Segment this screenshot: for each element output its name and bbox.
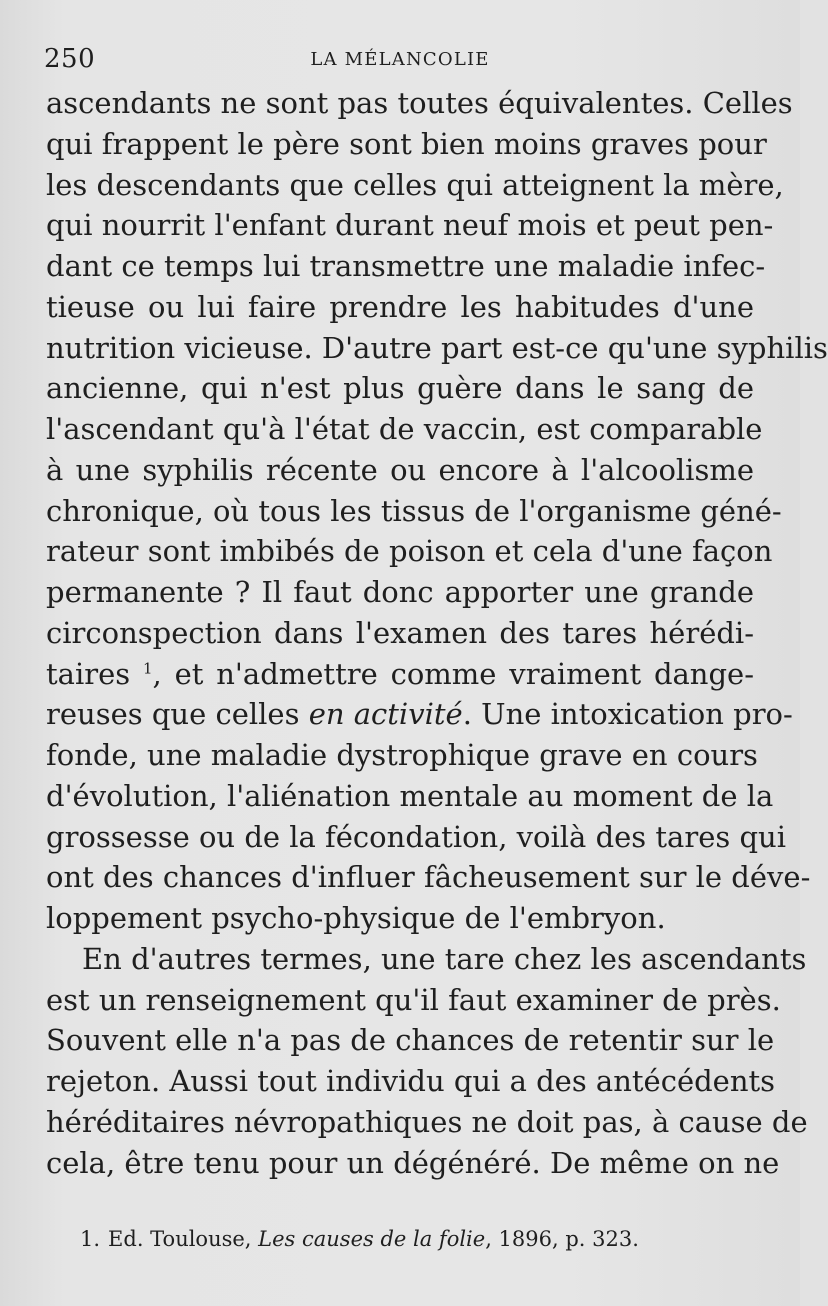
text-line: dant ce temps lui transmettre une maladie infec- [46, 249, 766, 283]
text-line: héréditaires névropathiques ne doit pas, à cause de [46, 1104, 808, 1139]
text-line: à une syphilis récente ou encore à l'alcoolisme [46, 452, 754, 487]
paragraph-first-line: En d'autres termes, une tare chez les ascendants [82, 941, 807, 976]
text-line: Souvent elle n'a pas de chances de retentir sur le [46, 1023, 775, 1058]
text-line: rateur sont imbibés de poison et cela d'une façon [46, 534, 773, 569]
text-line: permanente ? Il faut donc apporter une grande [46, 575, 754, 609]
page-header [40, 44, 760, 74]
text-line: ancienne, qui n'est plus guère dans le sang de [46, 371, 754, 406]
text-line: d'évolution, l'aliénation mentale au moment de la [46, 778, 774, 813]
text-line: ascendants ne sont pas toutes équivalentes. Celles [46, 86, 793, 120]
text-segment: . Une intoxication pro- [462, 697, 793, 732]
text-line: rejeton. Aussi tout individu qui a des antécédents [46, 1064, 776, 1098]
text-line: grossesse ou de la fécondation, voilà des tares qui [46, 819, 786, 854]
text-line: circonspection dans l'examen des tares hérédi- [46, 615, 754, 650]
text-line: fonde, une maladie dystrophique grave en cours [46, 738, 758, 772]
footnote-author: Ed. Toulouse, [108, 1227, 252, 1251]
text-line-with-emphasis [46, 694, 793, 735]
body-text [46, 83, 828, 1183]
page-number: 250 [44, 44, 96, 74]
text-line: est un renseignement qu'il faut examiner de près. [46, 982, 781, 1017]
footnote-reference: 1 [142, 658, 153, 677]
text-line: les descendants que celles qui atteignent la mère, [46, 167, 784, 202]
text-line-with-note [46, 654, 754, 695]
text-line: ont des chances d'influer fâcheusement sur le déve- [46, 860, 811, 895]
text-segment: reuses que celles [46, 697, 309, 732]
running-head: LA MÉLANCOLIE [310, 49, 490, 70]
text-line: qui nourrit l'enfant durant neuf mois et peut pen- [46, 208, 774, 243]
text-line: chronique, où tous les tissus de l'organisme géné- [46, 493, 782, 528]
footnote-details: , 1896, p. 323. [485, 1227, 639, 1251]
text-segment: taires [46, 656, 143, 691]
emphasis-text: en activité [308, 697, 463, 732]
text-line: qui frappent le père sont bien moins graves pour [46, 126, 767, 161]
text-line: l'ascendant qu'à l'état de vaccin, est comparable [46, 412, 763, 446]
footnote-number: 1. [80, 1227, 101, 1251]
footnote [80, 1224, 639, 1254]
footnote-title: Les causes de la folie [258, 1227, 486, 1251]
text-segment: , et n'admettre comme vraiment dange- [152, 656, 755, 691]
text-line: cela, être tenu pour un dégénéré. De même on ne [46, 1145, 780, 1180]
text-line: nutrition vicieuse. D'autre part est-ce qu'une syphilis [46, 330, 828, 365]
paragraph-last-line: loppement psycho-physique de l'embryon. [46, 901, 666, 935]
text-line: tieuse ou lui faire prendre les habitudes d'une [46, 289, 754, 324]
